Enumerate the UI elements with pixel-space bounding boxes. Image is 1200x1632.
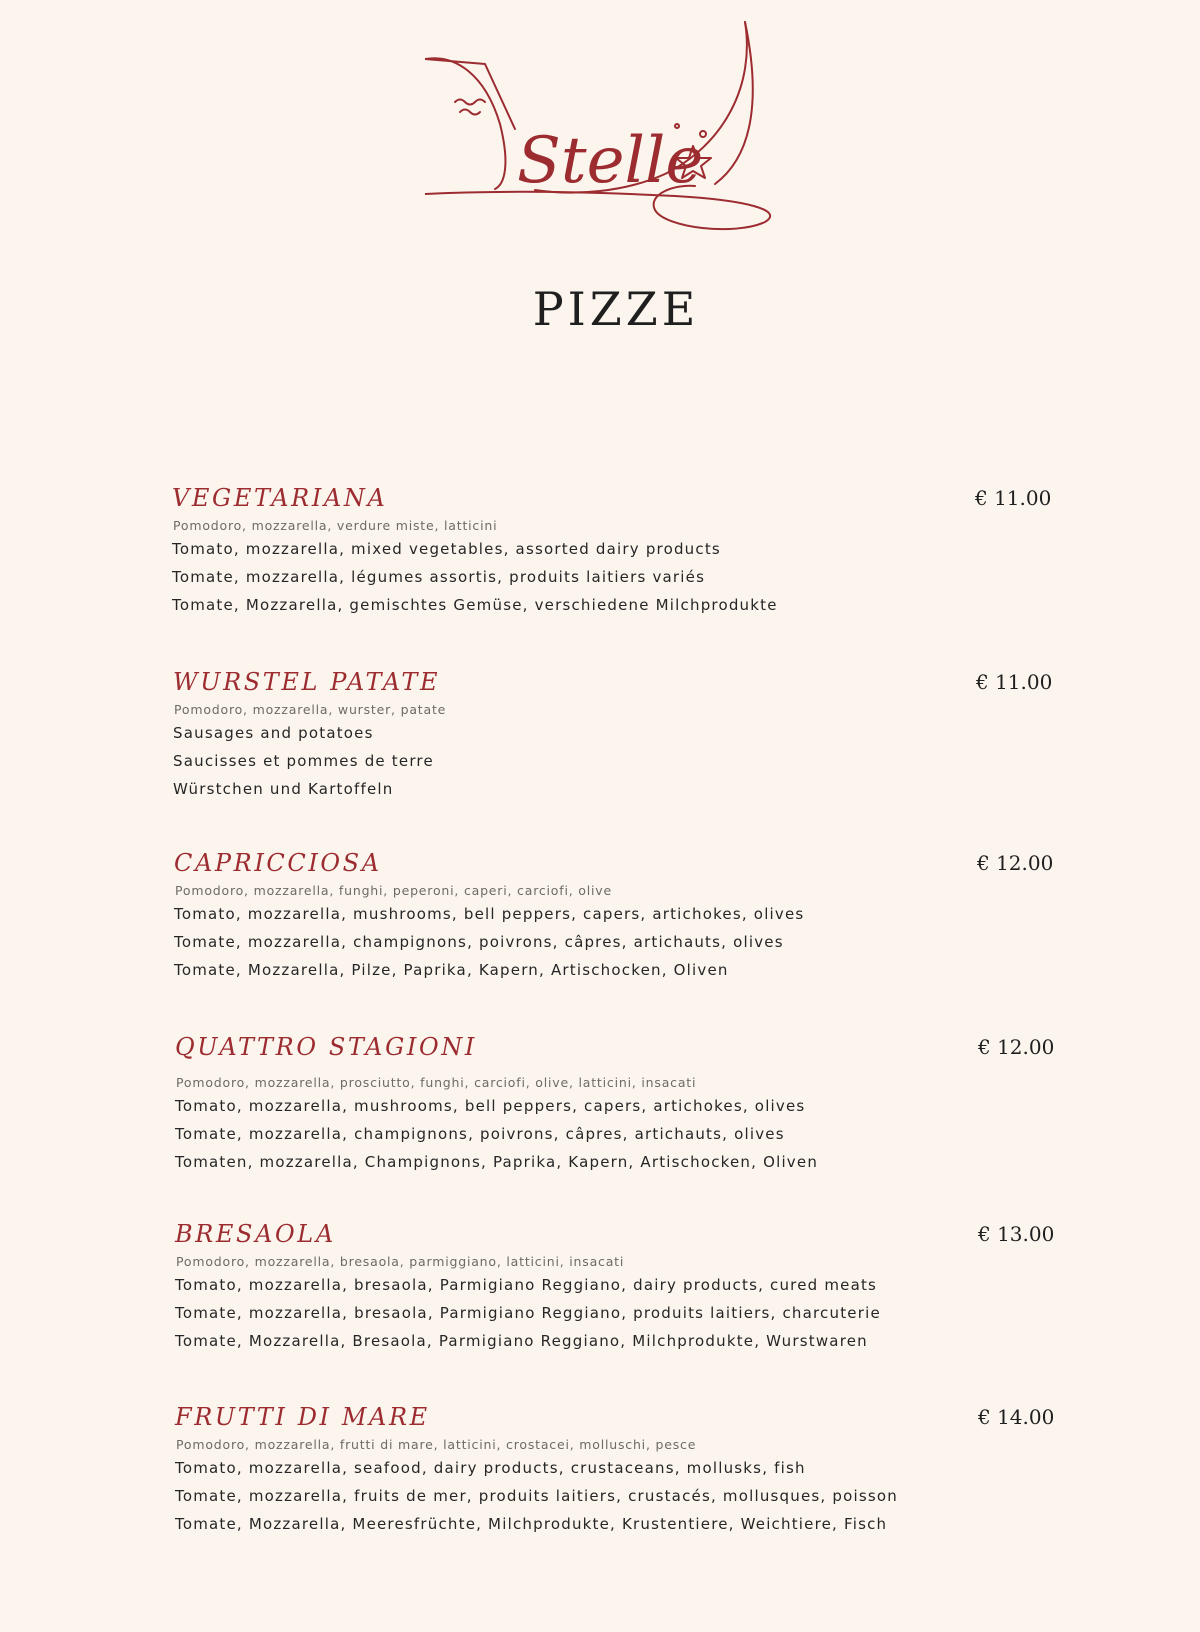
logo-brand-text: Stelle: [517, 124, 704, 198]
item-description-italian: Pomodoro, mozzarella, bresaola, parmiggiano, latticini, insacati: [176, 1254, 625, 1269]
item-price: € 11.00: [975, 486, 1052, 510]
item-description-german: Tomate, Mozzarella, Pilze, Paprika, Kapern, Artischocken, Oliven: [174, 961, 729, 979]
item-description-english: Sausages and potatoes: [173, 724, 374, 742]
stelle-logo-graphic: [425, 14, 805, 244]
item-description-french: Saucisses et pommes de terre: [173, 752, 434, 770]
item-price: € 14.00: [978, 1405, 1055, 1429]
item-description-french: Tomate, mozzarella, champignons, poivrons, câpres, artichauts, olives: [175, 1125, 785, 1143]
item-name: QUATTRO STAGIONI: [175, 1033, 477, 1061]
item-description-german: Tomate, Mozzarella, Meeresfrüchte, Milchprodukte, Krustentiere, Weichtiere, Fisch: [175, 1515, 888, 1533]
item-description-german: Tomate, Mozzarella, Bresaola, Parmigiano Reggiano, Milchprodukte, Wurstwaren: [175, 1332, 868, 1350]
item-name: FRUTTI DI MARE: [175, 1403, 430, 1431]
item-name: WURSTEL PATATE: [173, 668, 441, 696]
item-description-english: Tomato, mozzarella, seafood, dairy products, crustaceans, mollusks, fish: [175, 1459, 806, 1477]
item-description-english: Tomato, mozzarella, mushrooms, bell peppers, capers, artichokes, olives: [174, 905, 805, 923]
item-description-italian: Pomodoro, mozzarella, frutti di mare, latticini, crostacei, molluschi, pesce: [176, 1437, 697, 1452]
item-description-italian: Pomodoro, mozzarella, funghi, peperoni, caperi, carciofi, olive: [175, 883, 612, 898]
item-description-english: Tomato, mozzarella, mushrooms, bell peppers, capers, artichokes, olives: [175, 1097, 806, 1115]
item-name: BRESAOLA: [175, 1220, 336, 1248]
item-description-french: Tomate, mozzarella, bresaola, Parmigiano Reggiano, produits laitiers, charcuterie: [175, 1304, 881, 1322]
item-description-german: Würstchen und Kartoffeln: [173, 780, 394, 798]
item-price: € 13.00: [978, 1222, 1055, 1246]
item-description-french: Tomate, mozzarella, champignons, poivrons, câpres, artichauts, olives: [174, 933, 784, 951]
item-price: € 11.00: [976, 670, 1053, 694]
item-price: € 12.00: [978, 1035, 1055, 1059]
stelle-logo: [425, 14, 805, 244]
item-price: € 12.00: [977, 851, 1054, 875]
item-description-french: Tomate, mozzarella, légumes assortis, produits laitiers variés: [172, 568, 706, 586]
item-description-german: Tomate, Mozzarella, gemischtes Gemüse, verschiedene Milchprodukte: [172, 596, 778, 614]
item-description-english: Tomato, mozzarella, bresaola, Parmigiano Reggiano, dairy products, cured meats: [175, 1276, 878, 1294]
item-description-french: Tomate, mozzarella, fruits de mer, produits laitiers, crustacés, mollusques, poisson: [175, 1487, 898, 1505]
item-name: VEGETARIANA: [172, 484, 388, 512]
item-description-english: Tomato, mozzarella, mixed vegetables, assorted dairy products: [172, 540, 721, 558]
item-description-italian: Pomodoro, mozzarella, verdure miste, latticini: [173, 518, 498, 533]
item-description-german: Tomaten, mozzarella, Champignons, Paprika, Kapern, Artischocken, Oliven: [175, 1153, 819, 1171]
page-title: PIZZE: [532, 282, 700, 336]
item-description-italian: Pomodoro, mozzarella, prosciutto, funghi, carciofi, olive, latticini, insacati: [176, 1075, 697, 1090]
item-name: CAPRICCIOSA: [174, 849, 382, 877]
item-description-italian: Pomodoro, mozzarella, wurster, patate: [174, 702, 447, 717]
